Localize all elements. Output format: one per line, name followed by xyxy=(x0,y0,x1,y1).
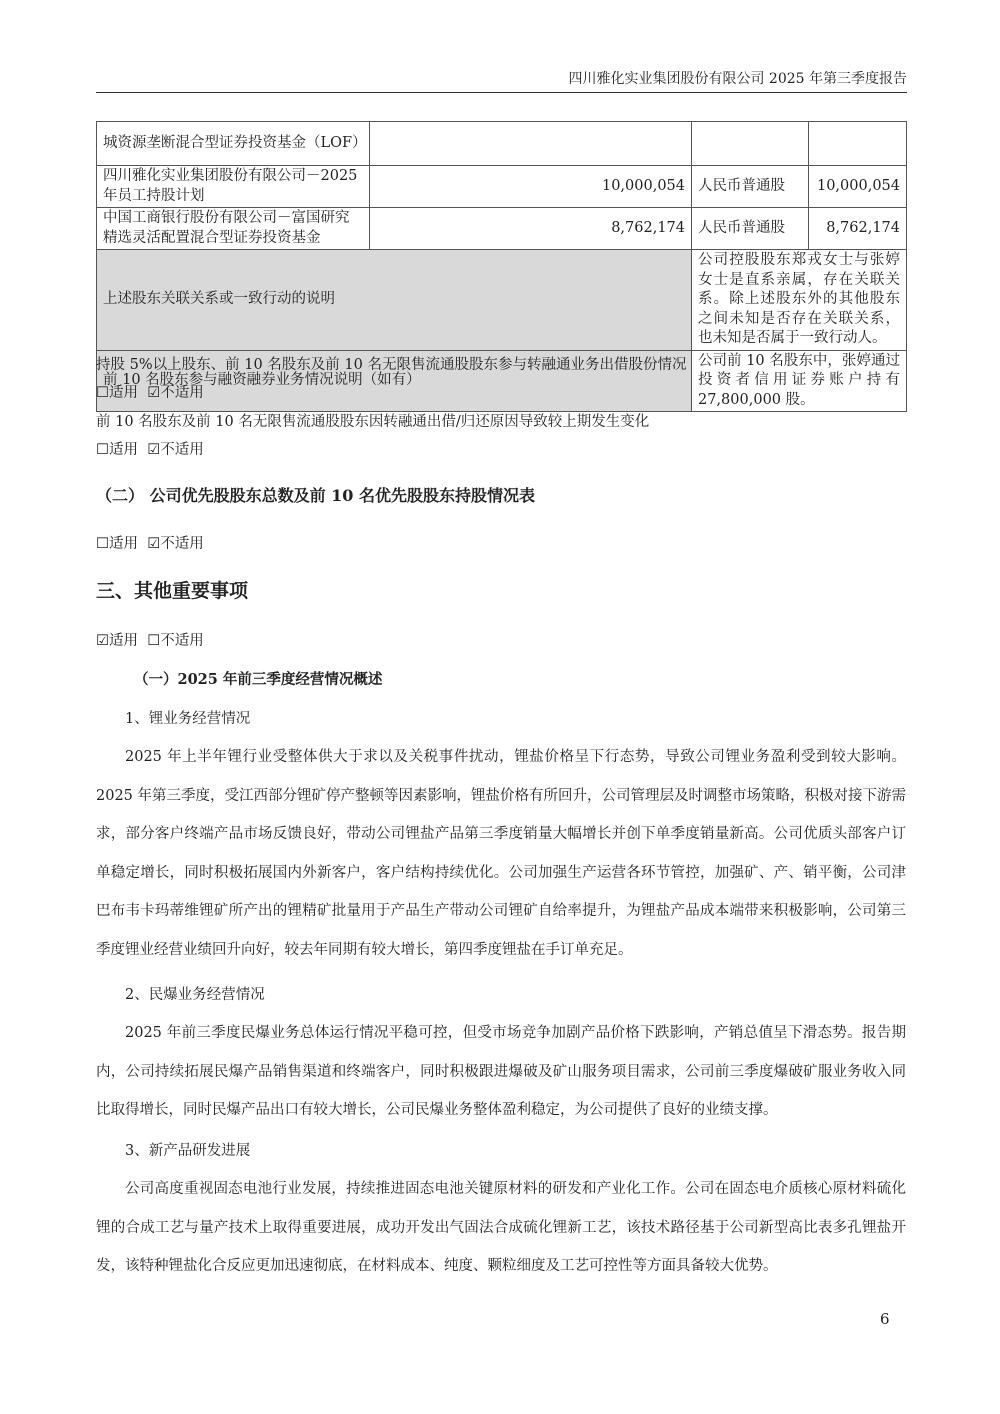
page-number: 6 xyxy=(880,1310,890,1328)
preferred-section-title: （二） 公司优先股股东总数及前 10 名优先股股东持股情况表 xyxy=(96,486,535,505)
table-row xyxy=(97,166,907,208)
holder-name: 中国工商银行股份有限公司－富国研究精选灵活配置混合型证券投资基金 xyxy=(97,208,370,250)
checked-box-icon[interactable]: ☑ xyxy=(147,385,161,401)
share-type: 人民币普通股 xyxy=(692,208,809,250)
change-title: 前 10 名股东及前 10 名无限售流通股股东因转融通出借/归还原因导致较上期发生变化 xyxy=(96,414,650,430)
table-row-relationship-note xyxy=(97,250,907,351)
other-applicability xyxy=(96,631,906,651)
unchecked-box-icon[interactable]: ☐ xyxy=(147,633,161,649)
explosives-heading: 2、民爆业务经营情况 xyxy=(125,987,265,1003)
holder-shares xyxy=(370,122,692,166)
applicable-label: 适用 xyxy=(109,536,138,552)
unchecked-box-icon[interactable]: ☐ xyxy=(96,442,109,458)
holder-shares: 8,762,174 xyxy=(370,208,692,250)
note-text: 公司控股股东郑戎女士与张婷女士是直系亲属，存在关联关系。除上述股东外的其他股东之间未知是否存在关联关系，也未知是否属于一致行动人。 xyxy=(692,250,907,351)
not-applicable-label: 不适用 xyxy=(160,385,204,401)
table-row xyxy=(97,208,907,250)
not-applicable-label: 不适用 xyxy=(160,536,204,552)
share-quantity xyxy=(809,122,907,166)
preferred-applicability xyxy=(96,534,906,554)
note-text: 公司前 10 名股东中，张婷通过投资者信用证券账户持有27,800,000 股。 xyxy=(692,350,907,412)
page-header xyxy=(96,68,907,93)
change-applicability xyxy=(96,440,906,460)
lithium-heading: 1、锂业务经营情况 xyxy=(125,711,251,727)
note-label: 上述股东关联关系或一致行动的说明 xyxy=(97,250,692,351)
holder-name: 城资源垄断混合型证券投资基金（LOF） xyxy=(97,122,370,166)
rd-heading: 3、新产品研发进展 xyxy=(125,1143,251,1159)
table-row xyxy=(97,122,907,166)
share-quantity: 10,000,054 xyxy=(809,166,907,208)
lending-title: 持股 5%以上股东、前 10 名股东及前 10 名无限售流通股股东参与转融通业务出借股份情况 xyxy=(96,357,687,373)
unchecked-box-icon[interactable]: ☐ xyxy=(96,536,109,552)
checked-box-icon[interactable]: ☑ xyxy=(147,536,161,552)
not-applicable-label: 不适用 xyxy=(160,633,204,649)
other-matters-heading: 三、其他重要事项 xyxy=(96,580,249,602)
not-applicable-label: 不适用 xyxy=(160,442,204,458)
lending-applicability xyxy=(96,383,906,403)
share-quantity: 8,762,174 xyxy=(809,208,907,250)
unchecked-box-icon[interactable]: ☐ xyxy=(96,385,109,401)
explosives-paragraph: 2025 年前三季度民爆业务总体运行情况平稳可控，但受市场竞争加剧产品价格下跌影响，产销总值呈下滑态势。报告期内，公司持续拓展民爆产品销售渠道和终端客户，同时积极跟进爆破及矿山服务项目需求，公司前三季度爆破矿服业务收入同比取得增长，同时民爆产品出口有较大增长，公司民爆业务整体盈利稳定，为公司提供了良好的业绩支撑。 xyxy=(96,1025,906,1118)
holder-shares: 10,000,054 xyxy=(370,166,692,208)
overview-heading: （一）2025 年前三季度经营情况概述 xyxy=(134,671,383,688)
note-label: 前 10 名股东参与融资融券业务情况说明（如有） xyxy=(97,350,692,412)
applicable-label: 适用 xyxy=(109,385,138,401)
applicable-label: 适用 xyxy=(109,442,138,458)
share-type xyxy=(692,122,809,166)
lithium-paragraph: 2025 年上半年锂行业受整体供大于求以及关税事件扰动，锂盐价格呈下行态势，导致公司锂业务盈利受到较大影响。2025 年第三季度，受江西部分锂矿停产整顿等因素影响，锂盐价格有所回升，公司管理层及时调整市场策略，积极对接下游需求，部分客户终端产品市场反馈良好，带动公司锂盐产品第三季度销量大幅增长并创下单季度销量新高。公司优质头部客户订单稳定增长，同时积极拓展国内外新客户，客户结构持续优化。公司加强生产运营各环节管控，加强矿、产、销平衡，公司津巴布韦卡玛蒂维锂矿所产出的锂精矿批量用于产品生产带动公司锂矿自给率提升，为锂盐产品成本端带来积极影响，公司第三季度锂业经营业绩回升向好，较去年同期有较大增长，第四季度锂盐在手订单充足。 xyxy=(96,749,907,958)
applicable-label: 适用 xyxy=(109,633,138,649)
checked-box-icon[interactable]: ☑ xyxy=(96,633,109,649)
rd-paragraph: 公司高度重视固态电池行业发展，持续推进固态电池关键原材料的研发和产业化工作。公司在固态电介质核心原材料硫化锂的合成工艺与量产技术上取得重要进展，成功开发出气固法合成硫化锂新工艺，该技术路径基于公司新型高比表多孔锂盐开发，该特种锂盐化合反应更加迅速彻底，在材料成本、纯度、颗粒细度及工艺可控性等方面具备较大优势。 xyxy=(96,1181,906,1274)
checked-box-icon[interactable]: ☑ xyxy=(147,442,161,458)
report-title: 四川雅化实业集团股份有限公司 2025 年第三季度报告 xyxy=(568,71,907,87)
share-type: 人民币普通股 xyxy=(692,166,809,208)
holder-name: 四川雅化实业集团股份有限公司－2025 年员工持股计划 xyxy=(97,166,370,208)
